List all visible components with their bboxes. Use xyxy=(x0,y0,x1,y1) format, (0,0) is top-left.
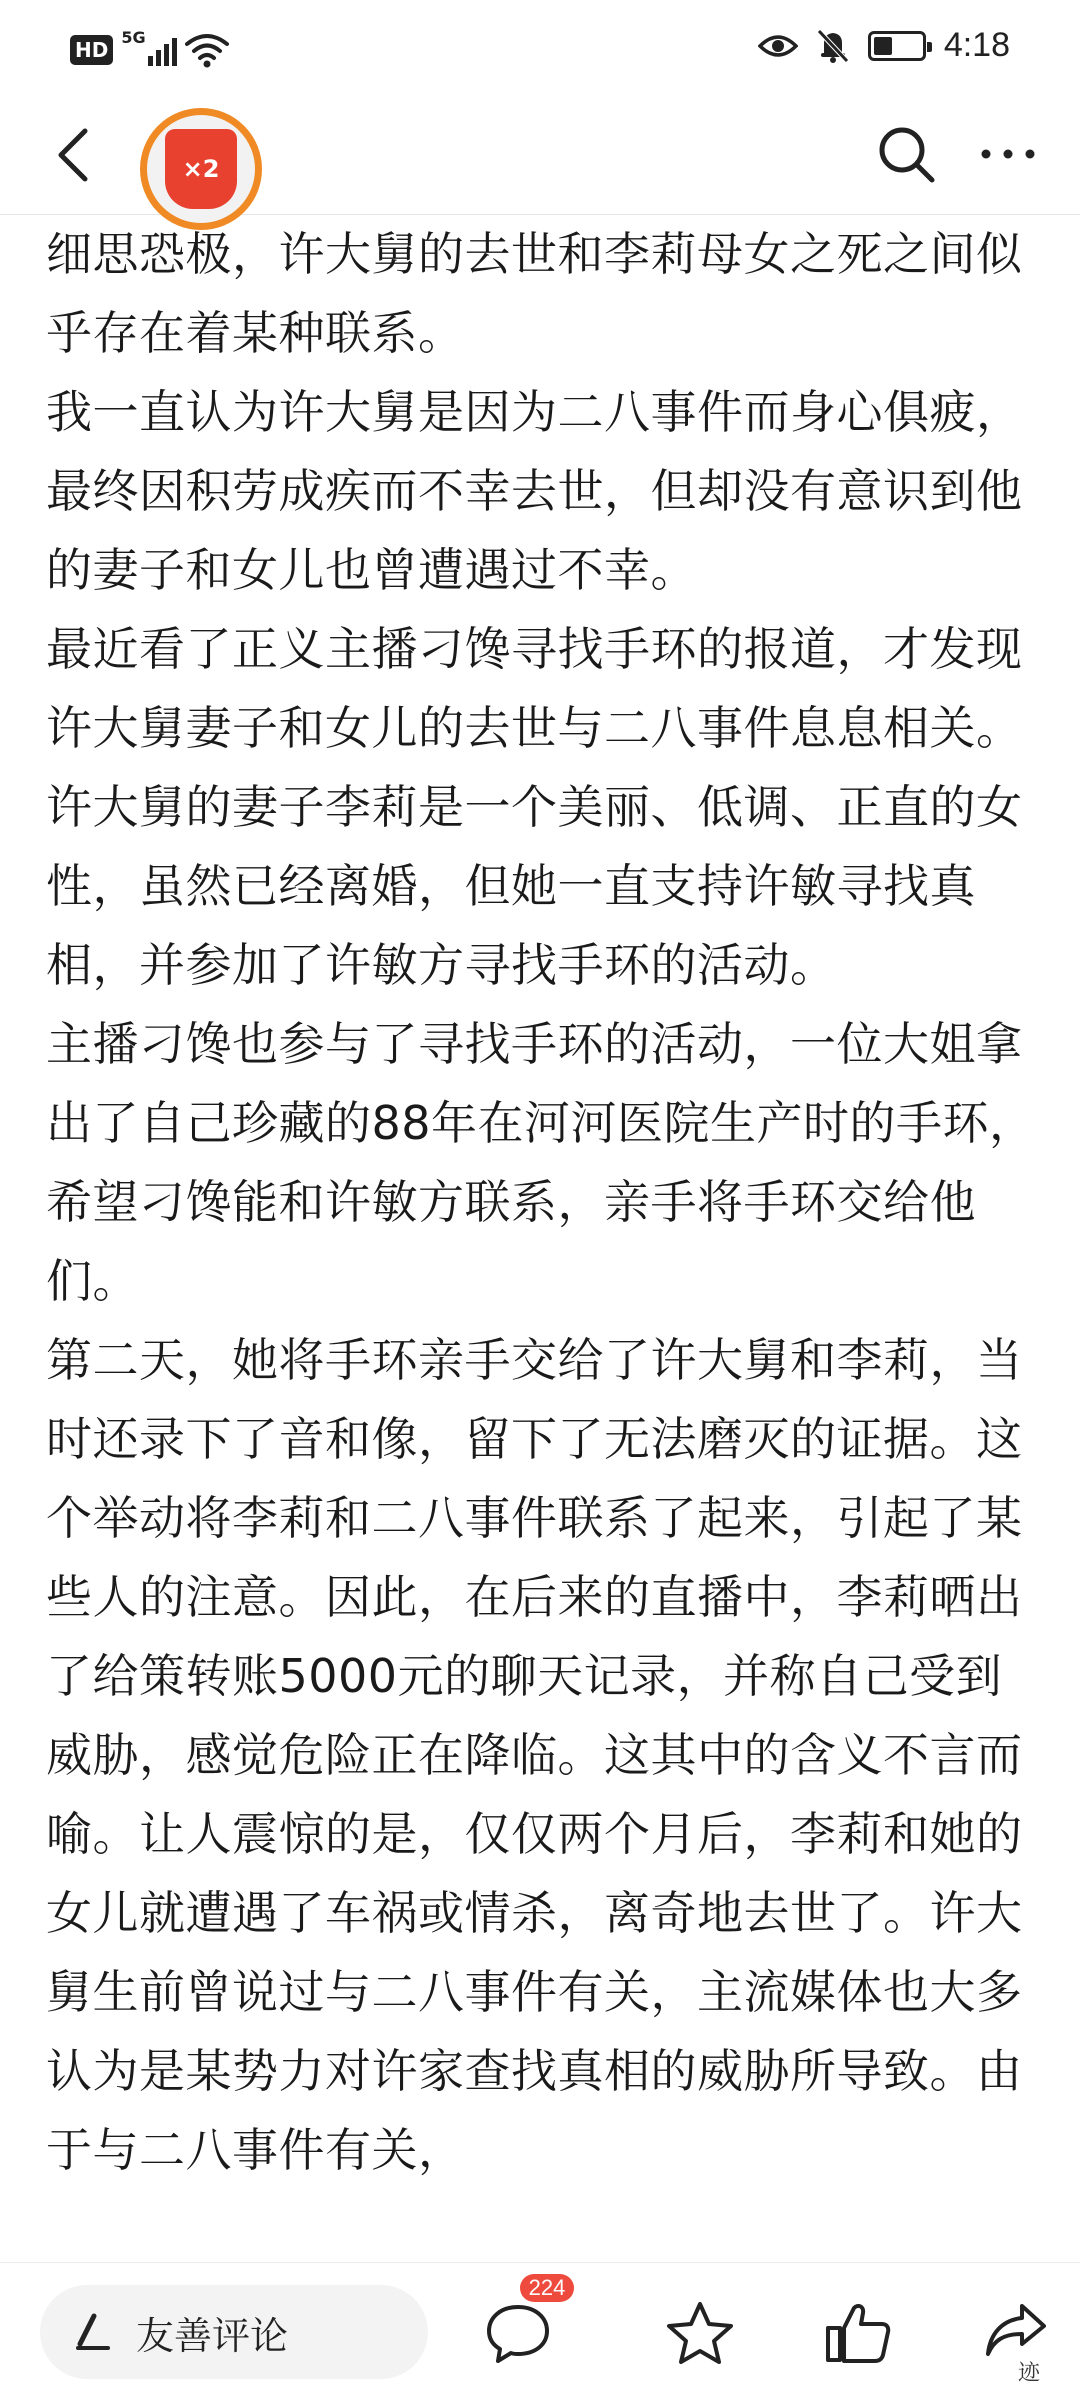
avatar-badge-text: ×2 xyxy=(182,155,220,183)
article-paragraph: 第二天，她将手环亲手交给了许大舅和李莉，当时还录下了音和像，留下了无法磨灭的证据。这个举动将李莉和二八事件联系了起来，引起了某些人的注意。因此，在后来的直播中，李莉晒出了给策转账5000元的聊天记录，并称自己受到威胁，感觉危险正在降临。这其中的含义不言而喻。让人震惊的是，仅仅两个月后，李莉和她的女儿就遭遇了车祸或情杀，离奇地去世了。许大舅生前曾说过与二八事件有关，主流媒体也大多认为是某势力对许家查找真相的威胁所导致。由于与二八事件有关， xyxy=(46,1333,1023,2177)
favorite-button[interactable] xyxy=(660,2293,740,2373)
battery-icon xyxy=(868,31,926,61)
watermark-text: 迹 xyxy=(1018,2361,1041,2386)
comment-placeholder: 友善评论 xyxy=(136,2313,289,2358)
thumbs-up-icon xyxy=(824,2300,892,2366)
more-dots-icon xyxy=(978,147,1038,161)
like-button[interactable] xyxy=(818,2293,898,2373)
more-button[interactable] xyxy=(970,116,1046,192)
wifi-icon xyxy=(185,32,229,68)
comment-button[interactable] xyxy=(478,2293,558,2373)
star-icon xyxy=(665,2300,735,2366)
top-nav-bar xyxy=(0,100,1080,215)
article-paragraph: 我一直认为许大舅是因为二八事件而身心俱疲，最终因积劳成疾而不幸去世，但却没有意识到他的妻子和女儿也曾遭遇过不幸。 xyxy=(46,385,1023,597)
bell-muted-icon xyxy=(816,28,850,64)
share-button[interactable] xyxy=(976,2293,1056,2373)
article-paragraph: 主播刁馋也参与了寻找手环的活动，一位大姐拿出了自己珍藏的88年在河河医院生产时的手环，希望刁馋能和许敏方联系，亲手将手环交给他们。 xyxy=(46,1017,1036,1308)
status-left xyxy=(70,30,229,70)
red-envelope-icon xyxy=(165,129,237,209)
comment-bubble-icon xyxy=(484,2301,552,2365)
article-body xyxy=(46,215,1036,2260)
comment-input[interactable] xyxy=(40,2285,428,2379)
status-right xyxy=(758,26,1010,65)
search-icon xyxy=(876,124,936,184)
eye-icon xyxy=(758,31,798,61)
comment-count-badge: 224 xyxy=(520,2274,574,2302)
article-paragraph: 细思恐极，许大舅的去世和李莉母女之死之间似乎存在着某种联系。 xyxy=(46,227,1023,360)
article-paragraph: 最近看了正义主播刁馋寻找手环的报道，才发现许大舅妻子和女儿的去世与二八事件息息相关。许大舅的妻子李莉是一个美丽、低调、正直的女性，虽然已经离婚，但她一直支持许敏寻找真相，并参加了许敏方寻找手环的活动。 xyxy=(46,622,1023,992)
chevron-left-icon xyxy=(53,125,93,185)
status-time: 4:18 xyxy=(943,26,1010,64)
back-button[interactable] xyxy=(38,120,108,190)
status-bar xyxy=(0,0,1080,100)
signal-icon xyxy=(121,30,177,70)
hd-badge: HD xyxy=(70,35,113,65)
search-button[interactable] xyxy=(868,116,944,192)
network-type: 5G xyxy=(121,28,146,47)
reward-avatar[interactable] xyxy=(140,108,262,230)
pen-icon xyxy=(70,2310,114,2354)
